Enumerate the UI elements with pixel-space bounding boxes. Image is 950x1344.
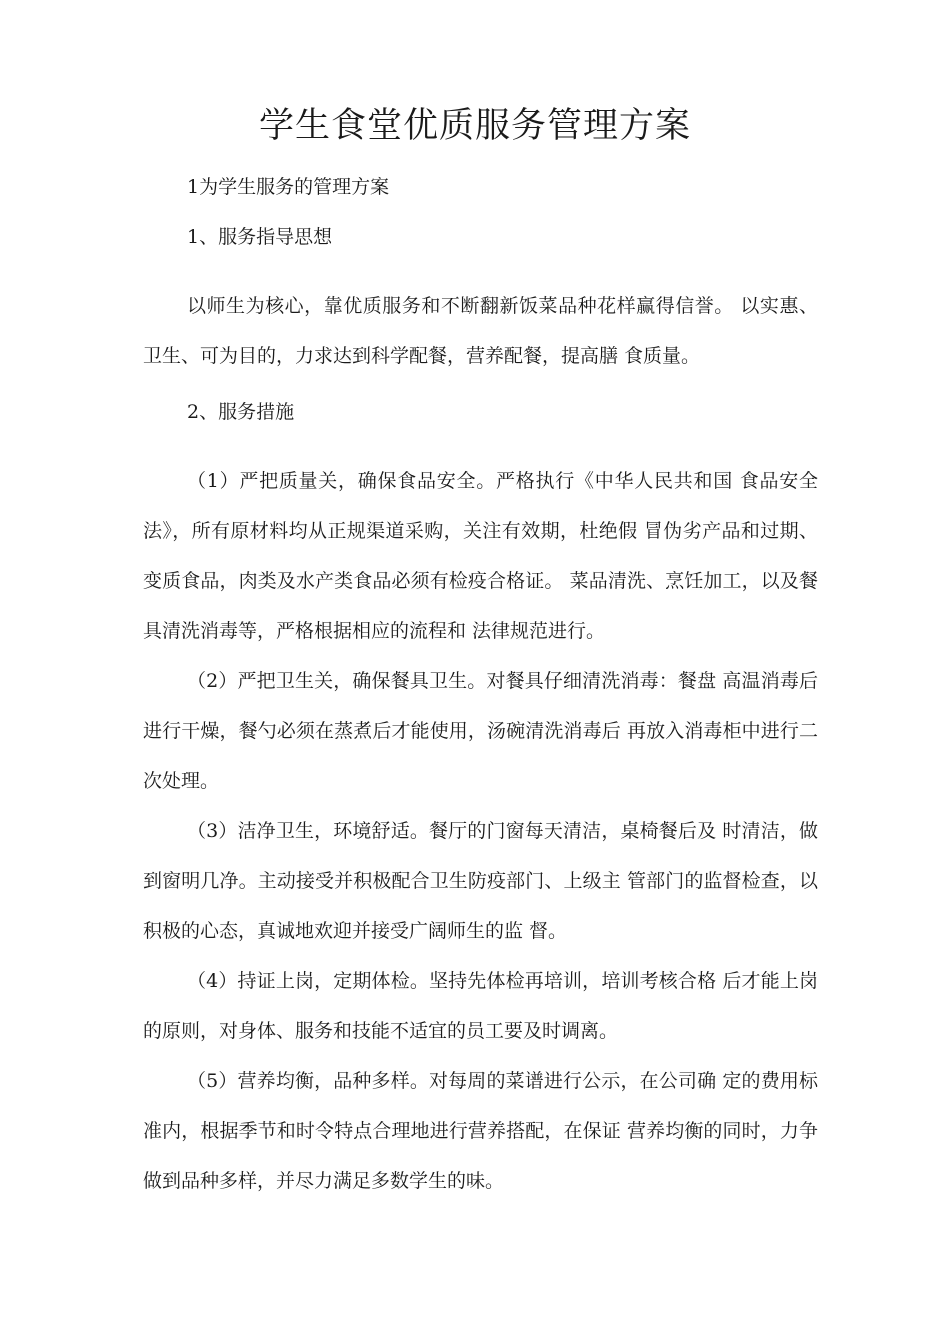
subheading-guiding-thought: 1、服务指导思想 xyxy=(187,226,333,248)
paragraph-guiding-thought: 以师生为核心，靠优质服务和不断翻新饭菜品种花样赢得信誉。 以实惠、卫生、可为目的，力求达到科学配餐，营养配餐，提高膳 食质量。 xyxy=(143,295,818,367)
measure-paragraph-2: （2）严把卫生关，确保餐具卫生。对餐具仔细清洗消毒：餐盘 高温消毒后进行干燥，餐勺必须在蒸煮后才能使用，汤碗清洗消毒后 再放入消毒柜中进行二次处理。 xyxy=(143,670,818,792)
measure-paragraph-1: （1）严把质量关，确保食品安全。严格执行《中华人民共和国 食品安全法》，所有原材料均从正规渠道采购，关注有效期，杜绝假 冒伪劣产品和过期、变质食品，肉类及水产类食品必须有检疫合格证。 菜品清洗、烹饪加工，以及餐具清洗消毒等，严格根据相应的流程和 法律规范进行。 xyxy=(143,470,818,642)
document-title: 学生食堂优质服务管理方案 xyxy=(258,106,691,146)
measure-paragraph-3: （3）洁净卫生，环境舒适。餐厅的门窗每天清洁，桌椅餐后及 时清洁，做到窗明几净。主动接受并积极配合卫生防疫部门、上级主 管部门的监督检查，以积极的心态，真诚地欢迎并接受广阔师生的监 督。 xyxy=(143,820,818,942)
measure-paragraph-5: （5）营养均衡，品种多样。对每周的菜谱进行公示，在公司确 定的费用标准内，根据季节和时令特点合理地进行营养搭配，在保证 营养均衡的同时，力争做到品种多样，并尽力满足多数学生的味。 xyxy=(143,1070,818,1192)
section-heading: 1为学生服务的管理方案 xyxy=(187,176,390,198)
subheading-service-measures: 2、服务措施 xyxy=(187,401,295,423)
measure-paragraph-4: （4）持证上岗，定期体检。坚持先体检再培训，培训考核合格 后才能上岗的原则，对身体、服务和技能不适宜的员工要及时调离。 xyxy=(143,970,818,1042)
